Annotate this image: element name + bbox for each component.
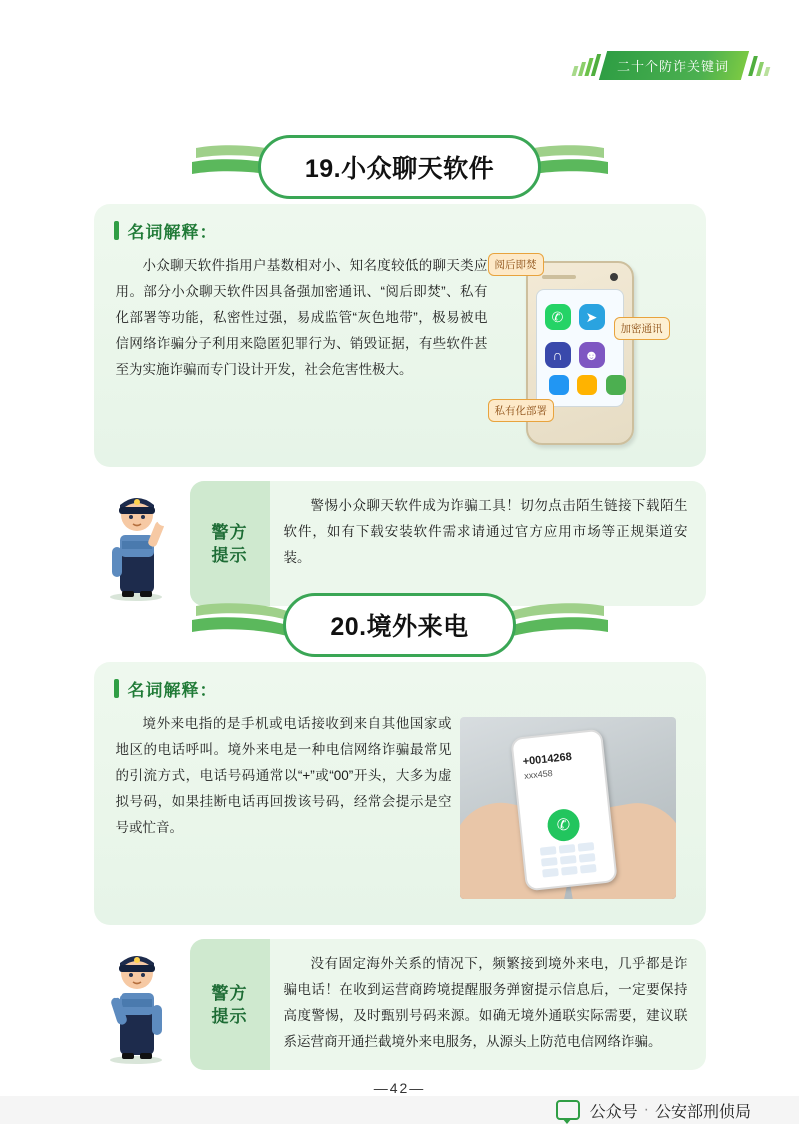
section-19-title: 19.小众聊天软件 <box>258 135 541 199</box>
answer-call-button-icon: ✆ <box>545 808 580 843</box>
page-header-banner <box>573 52 769 78</box>
section-20-title-wrap <box>0 588 799 662</box>
police-officer-icon-2 <box>94 939 190 1065</box>
phone-incoming-call <box>510 729 618 892</box>
section-20-card-header <box>94 662 706 707</box>
police-officer-icon <box>94 481 190 601</box>
chat-app-icon-4: ☻ <box>579 342 605 368</box>
section-19-card <box>94 204 706 467</box>
telegram-app-icon: ➤ <box>579 304 605 330</box>
section-19-card-body <box>94 249 706 467</box>
chat-app-icon-3: ∩ <box>545 342 571 368</box>
whatsapp-app-icon: ✆ <box>545 304 571 330</box>
footer-account-label: 公众号 <box>589 1103 638 1121</box>
tip-label-line-1: 警方 <box>211 522 248 542</box>
tip-label-line-2: 提示 <box>211 1006 248 1026</box>
police-officer-illustration-20 <box>94 939 190 1070</box>
tag-private-deployment: 私有化部署 <box>488 399 555 422</box>
incoming-number <box>522 750 574 783</box>
section-20-title: 20.境外来电 <box>283 593 515 657</box>
phone-speaker-icon <box>540 273 620 281</box>
incoming-number-main: +0014268 <box>521 750 572 769</box>
banner-tail-icon <box>748 54 769 76</box>
section-19 <box>0 130 799 606</box>
phone-screen <box>536 289 624 407</box>
phone-keypad <box>539 842 596 877</box>
wechat-official-account-icon <box>556 1100 580 1120</box>
dock-mail-icon <box>577 375 597 395</box>
section-20-card-header-text: 名词解释： <box>127 681 218 700</box>
dock-message-icon <box>606 375 626 395</box>
tag-encrypted-chat: 加密通讯 <box>614 317 670 340</box>
incoming-number-sub: xxx458 <box>523 768 553 781</box>
section-20-card-body <box>94 707 706 925</box>
banner-band <box>599 51 749 80</box>
section-19-title-wrap <box>0 130 799 204</box>
chat-app-illustration <box>488 253 684 449</box>
tip-label-line-1: 警方 <box>211 983 248 1003</box>
section-19-card-header-text: 名词解释： <box>127 223 218 242</box>
section-19-card-header <box>94 204 706 249</box>
header-accent-bar-20 <box>114 679 119 698</box>
incoming-call-illustration <box>452 711 684 907</box>
hands-holding-phone-photo <box>460 717 676 899</box>
section-20-card <box>94 662 706 925</box>
tip-label-line-2: 提示 <box>211 545 248 565</box>
section-20-tip-text: 没有固定海外关系的情况下，频繁接到境外来电，几乎都是诈骗电话！在收到运营商跨境提醒服务弹窗提示信息后，一定要保持高度警惕，及时甄别号码来源。如确无境外通联实际需要，建议联系运营商开通拦截境外来电服务，从源头上防范电信网络诈骗。 <box>283 956 688 1049</box>
section-20-tip <box>94 939 706 1070</box>
section-20 <box>0 588 799 1070</box>
header-accent-bar <box>114 221 119 240</box>
page-number: —42— <box>373 1080 426 1096</box>
phone-dock <box>545 372 631 398</box>
section-19-tip-text: 警惕小众聊天软件成为诈骗工具！切勿点击陌生链接下载陌生软件，如有下载安装软件需求请通过官方应用市场等正规渠道安装。 <box>283 498 688 565</box>
banner-stripes-icon <box>573 54 601 76</box>
tag-burn-after-reading: 阅后即焚 <box>488 253 544 276</box>
footer-account-name: 公安部刑侦局 <box>654 1103 751 1121</box>
banner-title: 二十个防诈关键词 <box>616 58 729 74</box>
section-20-tip-box <box>190 939 706 1070</box>
section-20-tip-label <box>190 939 270 1070</box>
section-19-body-text: 小众聊天软件指用户基数相对小、知名度较低的聊天类应用。部分小众聊天软件因具备强加密通讯、“阅后即焚”、私有化部署等功能，私密性过强，易成监管“灰色地带”，极易被电信网络诈骗分子利用来隐匿犯罪行为、销毁证据，有些软件甚至为实施诈骗而专门设计开发，社会危害性极大。 <box>115 258 488 377</box>
dock-phone-icon <box>549 375 569 395</box>
footer-separator: · <box>643 1101 649 1118</box>
page-footer <box>0 1096 799 1124</box>
section-20-body-text: 境外来电指的是手机或电话接收到来自其他国家或地区的电话呼叫。境外来电是一种电信网络诈骗最常见的引流方式，电话号码通常以“+”或“00”开头，大多为虚拟号码，如果挂断电话再回拨该号码，经常会提示是空号或忙音。 <box>115 716 452 835</box>
footer-account <box>556 1099 751 1122</box>
